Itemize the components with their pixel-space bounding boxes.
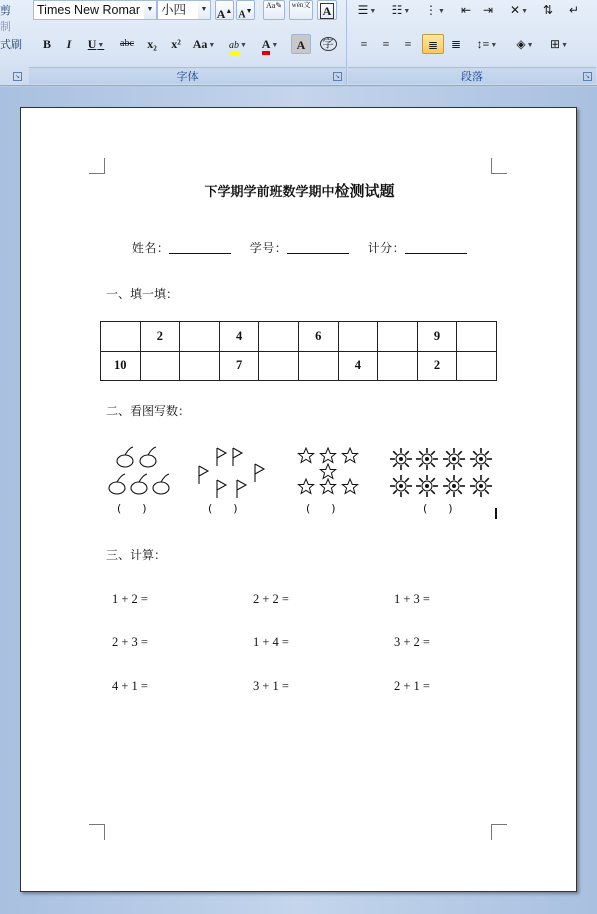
increase-indent-icon: ⇥	[482, 3, 494, 17]
grid-cell: 4	[219, 322, 259, 352]
stars-picture	[297, 446, 361, 498]
borders-icon: ⊞	[550, 37, 561, 51]
change-case-button[interactable]: Aa▼	[192, 37, 216, 51]
underline-button[interactable]: U▼	[87, 37, 105, 51]
change-case-icon: Aa	[192, 37, 208, 51]
show-marks-button[interactable]	[564, 0, 584, 20]
answer-paren-3: ( )	[306, 502, 336, 515]
crop-mark-top-left	[89, 158, 105, 174]
subscript-icon: x₂	[147, 37, 157, 51]
multilevel-list-icon: ⋮	[425, 3, 438, 17]
align-center-button[interactable]	[376, 34, 396, 54]
crop-mark-bottom-right	[491, 824, 507, 840]
underline-icon: U	[87, 37, 97, 51]
chevron-down-icon[interactable]: ▼	[144, 1, 156, 19]
font-color-button[interactable]: A▼	[255, 34, 285, 54]
document-title	[21, 180, 578, 201]
grid-row	[101, 322, 497, 352]
clipboard-dialog-launcher[interactable]: ↘	[14, 73, 21, 80]
grid-row	[101, 351, 497, 381]
pears-picture	[107, 444, 177, 500]
grid-cell	[298, 351, 338, 381]
grid-cell	[457, 351, 497, 381]
calc-problem: 3 + 1 =	[253, 679, 289, 693]
character-border-button[interactable]	[317, 0, 337, 20]
grid-cell	[180, 351, 220, 381]
font-dialog-launcher[interactable]: ↘	[334, 73, 341, 80]
justify-button[interactable]	[422, 34, 444, 54]
flags-picture	[195, 444, 271, 502]
paragraph-mark-icon: ↵	[568, 3, 580, 17]
grid-cell	[338, 322, 378, 352]
grid-cell	[378, 351, 418, 381]
calc-problem: 2 + 3 =	[112, 635, 148, 649]
score-blank	[405, 242, 467, 254]
sort-button[interactable]	[538, 0, 558, 20]
suns-picture	[387, 444, 495, 500]
sort-icon: ⇅	[542, 3, 554, 17]
enclose-characters-button[interactable]	[317, 34, 339, 54]
align-left-icon: ≡	[360, 37, 368, 51]
numbering-icon: ☷	[391, 3, 403, 17]
grid-cell: 2	[417, 351, 457, 381]
text-cursor	[495, 508, 497, 519]
increase-indent-button[interactable]	[478, 0, 498, 20]
grow-font-button[interactable]: A▲	[215, 0, 234, 20]
title-part-2: 检测试题	[334, 182, 395, 200]
paragraph-dialog-launcher[interactable]: ↘	[584, 73, 591, 80]
highlighter-icon: ab	[229, 40, 239, 55]
clear-format-button[interactable]	[263, 0, 285, 20]
font-size-combo[interactable]	[157, 0, 211, 20]
grid-cell	[259, 351, 299, 381]
number-grid	[100, 321, 497, 381]
align-center-icon: ≡	[382, 37, 390, 51]
grid-cell: 6	[298, 322, 338, 352]
format-painter-label[interactable]: 式刷	[0, 38, 22, 51]
calc-problem: 4 + 1 =	[112, 679, 148, 693]
name-label: 姓名：	[131, 241, 170, 255]
chinese-layout-button[interactable]: ✕▼	[510, 3, 528, 17]
chinese-layout-icon: ✕	[510, 3, 521, 17]
distributed-button[interactable]	[446, 34, 466, 54]
strikethrough-icon: abc	[120, 38, 134, 49]
clipboard-group-stub	[0, 0, 28, 86]
line-spacing-icon: ↕≡	[476, 37, 490, 51]
grid-cell	[101, 322, 141, 352]
grid-cell	[457, 322, 497, 352]
grid-cell: 2	[140, 322, 180, 352]
grid-cell	[378, 322, 418, 352]
font-group	[29, 0, 347, 86]
strikethrough-button[interactable]	[115, 34, 139, 54]
answer-paren-2: ( )	[208, 502, 238, 515]
bullets-button[interactable]: ☰▼	[357, 3, 377, 17]
title-part-1: 下学期学前班数学期中	[204, 185, 335, 200]
superscript-icon: x²	[171, 37, 181, 51]
grid-cell: 4	[338, 351, 378, 381]
calc-problem: 3 + 2 =	[394, 635, 430, 649]
character-border-icon: A	[320, 3, 335, 19]
document-page[interactable]	[20, 107, 577, 892]
superscript-button[interactable]	[165, 34, 187, 54]
character-shading-icon: A	[296, 38, 306, 52]
paint-bucket-icon: ◈	[516, 37, 526, 51]
grid-cell	[140, 351, 180, 381]
chevron-down-icon[interactable]: ▼	[198, 1, 210, 19]
grow-font-icon: A	[216, 7, 226, 21]
answer-paren-4: ( )	[423, 502, 453, 515]
shrink-font-button[interactable]: A▼	[236, 0, 255, 20]
section-2-heading: 二、看图写数：	[106, 404, 191, 418]
align-right-icon: ≡	[404, 37, 412, 51]
font-group-label: 字体	[29, 67, 346, 84]
clipboard-label-1: 剪	[0, 4, 11, 17]
shading-button[interactable]: ◈▼	[516, 37, 534, 51]
font-name-combo[interactable]	[33, 0, 157, 20]
crop-mark-top-right	[491, 158, 507, 174]
calc-problem: 1 + 2 =	[112, 592, 148, 606]
grid-cell: 9	[417, 322, 457, 352]
bold-icon: B	[42, 37, 51, 51]
line-spacing-button[interactable]: ↕≡▼	[476, 37, 498, 51]
decrease-indent-button[interactable]	[456, 0, 476, 20]
grid-cell	[259, 322, 299, 352]
phonetic-guide-icon: wén文	[291, 1, 311, 9]
numbering-button[interactable]: ☷▼	[391, 3, 411, 17]
multilevel-list-button[interactable]: ⋮▼	[425, 3, 445, 17]
name-blank	[169, 242, 231, 254]
section-3-heading: 三、计算：	[106, 548, 167, 562]
grid-cell: 10	[101, 351, 141, 381]
highlight-button[interactable]: ab▼	[223, 34, 253, 54]
subscript-button[interactable]	[141, 34, 163, 54]
paragraph-group-label: 段落	[348, 67, 596, 84]
italic-button[interactable]	[59, 34, 79, 54]
score-label: 计分：	[367, 241, 406, 255]
bold-button[interactable]	[37, 34, 57, 54]
shrink-font-icon: A	[238, 9, 246, 21]
ribbon	[0, 0, 597, 86]
phonetic-guide-button[interactable]	[289, 0, 313, 20]
clear-format-icon: Aa✎	[265, 1, 283, 10]
id-label: 学号：	[249, 241, 288, 255]
distributed-icon: ≣	[450, 37, 462, 51]
copy-label[interactable]: 制	[0, 20, 11, 33]
decrease-indent-icon: ⇤	[460, 3, 472, 17]
calc-problem: 1 + 3 =	[394, 592, 430, 606]
crop-mark-bottom-left	[89, 824, 105, 840]
italic-icon: I	[66, 37, 72, 51]
align-right-button[interactable]	[398, 34, 418, 54]
grid-cell: 7	[219, 351, 259, 381]
calc-problem: 1 + 4 =	[253, 635, 289, 649]
bullets-icon: ☰	[357, 3, 369, 17]
font-color-icon: A	[262, 38, 271, 55]
grid-cell	[180, 322, 220, 352]
font-size-value: 小四	[161, 3, 187, 17]
id-blank	[287, 242, 349, 254]
align-left-button[interactable]	[354, 34, 374, 54]
answer-paren-1: ( )	[117, 502, 147, 515]
enclose-characters-icon: 字	[320, 37, 337, 51]
calc-problem: 2 + 2 =	[253, 592, 289, 606]
calc-problem: 2 + 1 =	[394, 679, 430, 693]
student-info-line	[21, 239, 578, 256]
borders-button[interactable]: ⊞▼	[550, 37, 568, 51]
section-1-heading: 一、填一填：	[106, 287, 179, 301]
character-shading-button[interactable]	[291, 34, 311, 54]
justify-icon: ≣	[427, 38, 439, 52]
paragraph-group	[348, 0, 596, 86]
font-name-value: Times New Romar	[37, 3, 141, 17]
